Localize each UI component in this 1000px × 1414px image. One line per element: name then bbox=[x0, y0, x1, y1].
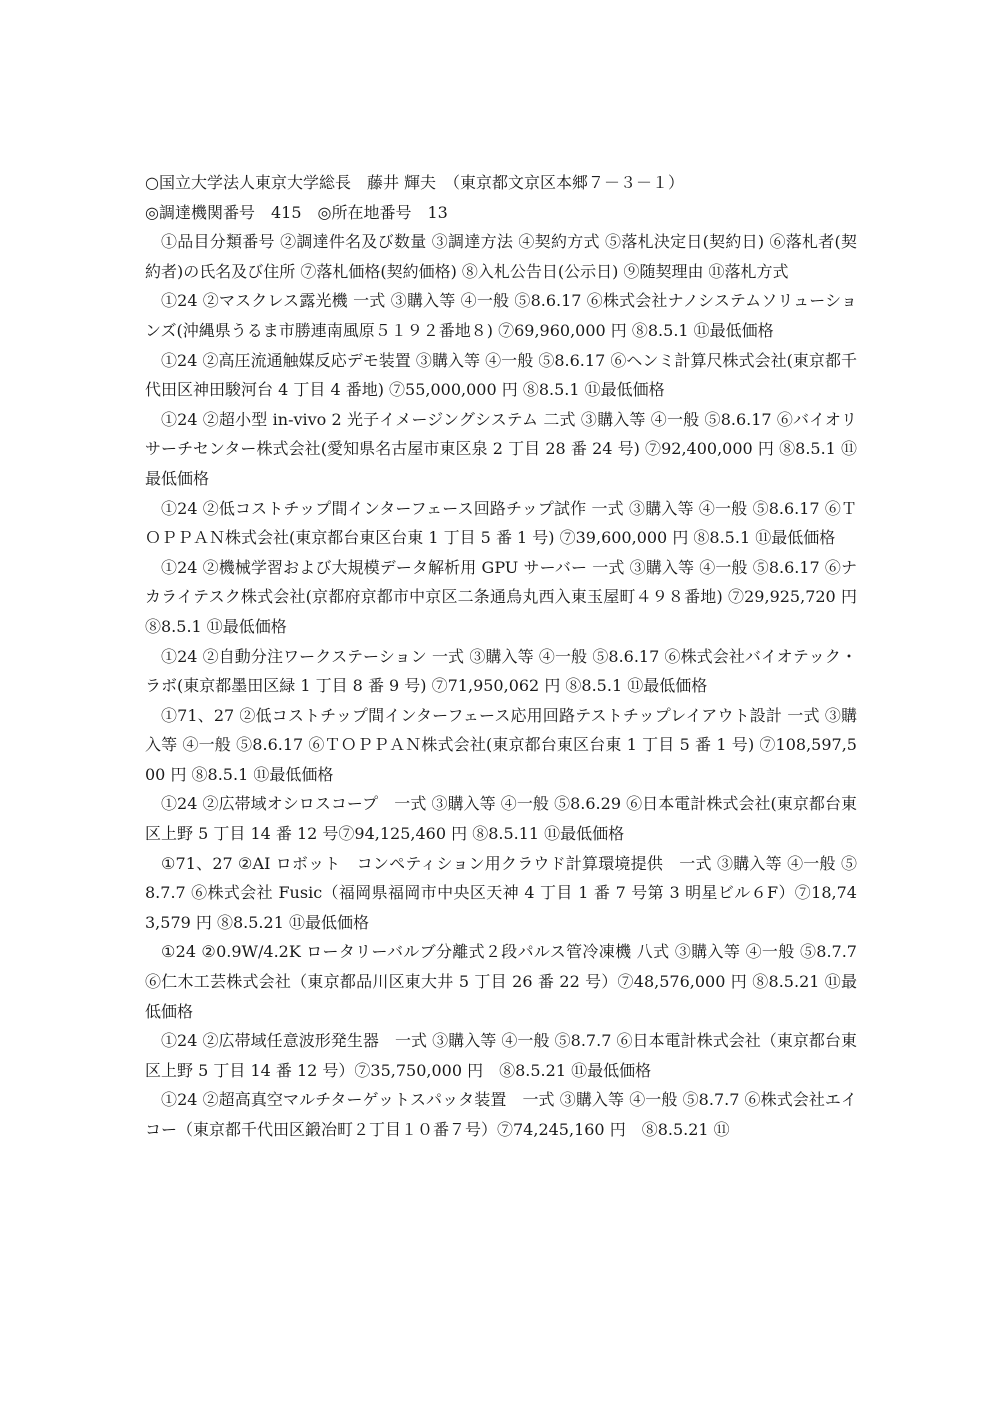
contract-entry: ①24 ②マスクレス露光機 一式 ③購入等 ④一般 ⑤8.6.17 ⑥株式会社ナノシステムソリューションズ(沖縄県うるま市勝連南風原５１９２番地８) ⑦69,960,000 円 ⑧8.5.1 ⑪最低価格 bbox=[145, 291, 857, 340]
contract-entry: ①24 ②高圧流通触媒反応デモ装置 ③購入等 ④一般 ⑤8.6.17 ⑥ヘンミ計算尺株式会社(東京都千代田区神田駿河台 4 丁目 4 番地) ⑦55,000,000 円 ⑧8.5.1 ⑪最低価格 bbox=[145, 350, 857, 400]
contract-entry: ①71、27 ②AI ロボット コンペティション用クラウド計算環境提供 一式 ③購入等 ④一般 ⑤8.7.7 ⑥株式会社 Fusic（福岡県福岡市中央区天神 4 丁目 1 番 7 号第 3 明星ビル６F）⑦18,743,579 円 ⑧8.5.21 ⑪最低価格 bbox=[145, 853, 857, 932]
contract-entry: ①24 ②自動分注ワークステーション 一式 ③購入等 ④一般 ⑤8.6.17 ⑥株式会社バイオテック・ラボ(東京都墨田区緑 1 丁目 8 番 9 号) ⑦71,950,062 円 ⑧8.5.1 ⑪最低価格 bbox=[145, 646, 857, 696]
procuring-entity-line: ○国立大学法人東京大学総長 藤井 輝夫 （東京都文京区本郷７－３－１） bbox=[145, 173, 685, 192]
contract-entry: ①24 ②広帯域オシロスコープ 一式 ③購入等 ④一般 ⑤8.6.29 ⑥日本電計株式会社(東京都台東区上野 5 丁目 14 番 12 号⑦94,125,460 円 ⑧8.5.11 ⑪最低価格 bbox=[145, 794, 857, 844]
entity-codes-line: ◎調達機関番号 415 ◎所在地番号 13 bbox=[145, 202, 448, 222]
contract-entry: ①24 ②低コストチップ間インターフェース回路チップ試作 一式 ③購入等 ④一般 ⑤8.6.17 ⑥ＴＯＰＰＡＮ株式会社(東京都台東区台東 1 丁目 5 番 1 号) ⑦39,600,000 円 ⑧8.5.1 ⑪最低価格 bbox=[145, 498, 857, 548]
field-legend: ①品目分類番号 ②調達件名及び数量 ③調達方法 ④契約方式 ⑤落札決定日(契約日) ⑥落札者(契約者)の氏名及び住所 ⑦落札価格(契約価格) ⑧入札公告日(公示日) ⑨随契理由 ⑪落札方式 bbox=[145, 232, 857, 281]
document-page bbox=[145, 168, 857, 1145]
contract-entry: ①24 ②広帯域任意波形発生器 一式 ③購入等 ④一般 ⑤8.7.7 ⑥日本電計株式会社（東京都台東区上野 5 丁目 14 番 12 号）⑦35,750,000 円 ⑧8.5.21 ⑪最低価格 bbox=[145, 1031, 857, 1080]
contract-entry: ①71、27 ②低コストチップ間インターフェース応用回路テストチップレイアウト設計 一式 ③購入等 ④一般 ⑤8.6.17 ⑥ＴＯＰＰＡＮ株式会社(東京都台東区台東 1 丁目 5 番 1 号) ⑦108,597,500 円 ⑧8.5.1 ⑪最低価格 bbox=[145, 705, 857, 784]
contract-entry: ①24 ②0.9W/4.2K ロータリーバルブ分離式２段パルス管冷凍機 八式 ③購入等 ④一般 ⑤8.7.7 ⑥仁木工芸株式会社（東京都品川区東大井 5 丁目 26 番 22 号）⑦48,576,000 円 ⑧8.5.21 ⑪最低価格 bbox=[145, 942, 857, 1021]
contract-entry: ①24 ②機械学習および大規模データ解析用 GPU サーバー 一式 ③購入等 ④一般 ⑤8.6.17 ⑥ナカライテスク株式会社(京都府京都市中京区二条通烏丸西入東玉屋町４９８番地) ⑦29,925,720 円 ⑧8.5.1 ⑪最低価格 bbox=[145, 557, 857, 636]
contract-entry: ①24 ②超小型 in-vivo 2 光子イメージングシステム 二式 ③購入等 ④一般 ⑤8.6.17 ⑥バイオリサーチセンター株式会社(愛知県名古屋市東区泉 2 丁目 28 番 24 号) ⑦92,400,000 円 ⑧8.5.1 ⑪最低価格 bbox=[145, 409, 857, 488]
contract-entry: ①24 ②超高真空マルチターゲットスパッタ装置 一式 ③購入等 ④一般 ⑤8.7.7 ⑥株式会社エイコー（東京都千代田区鍛冶町２丁目１０番７号）⑦74,245,160 円 ⑧8.5.21 ⑪ bbox=[145, 1090, 857, 1139]
